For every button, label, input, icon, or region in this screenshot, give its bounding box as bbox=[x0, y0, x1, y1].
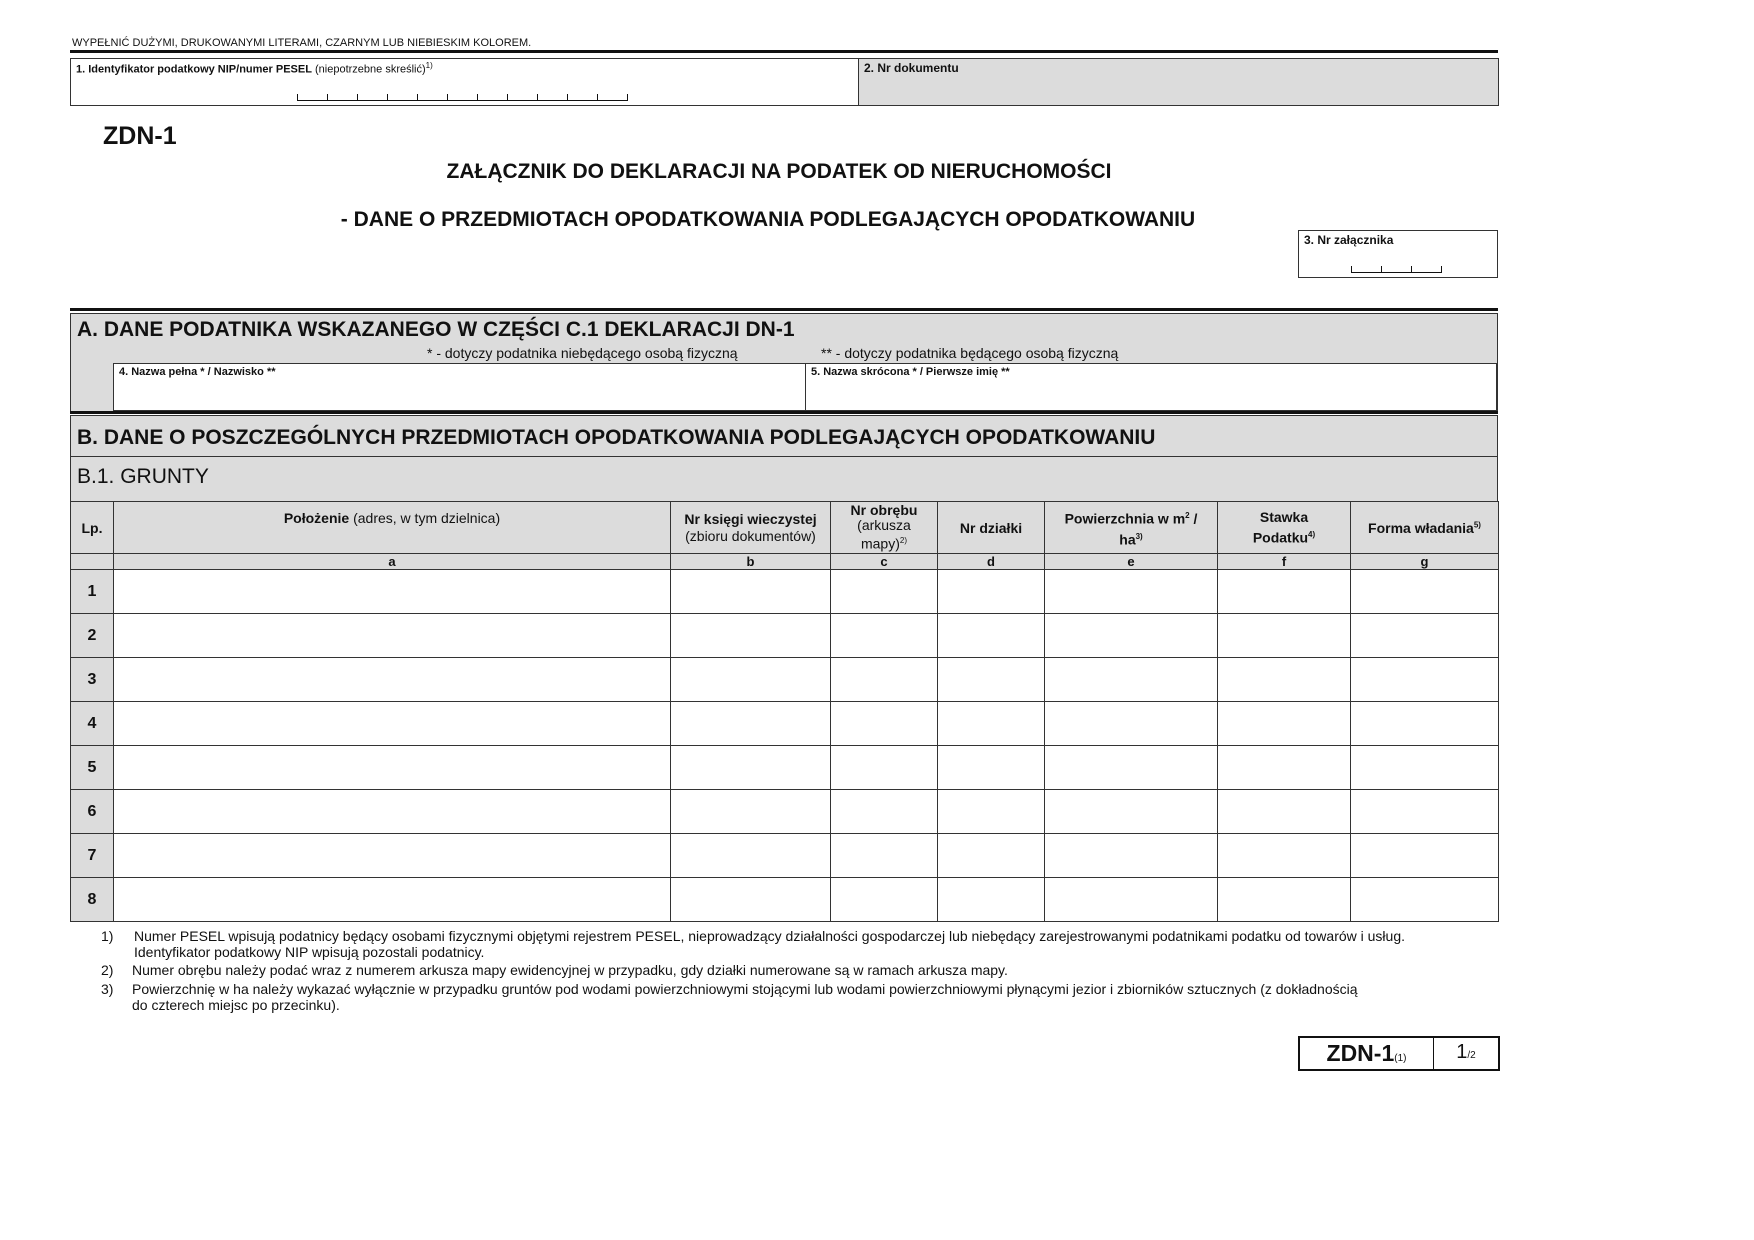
superscript: 2 bbox=[1185, 510, 1190, 520]
cell-tax-rate[interactable] bbox=[1218, 746, 1351, 790]
cell-land-register[interactable] bbox=[671, 658, 831, 702]
cell-location[interactable] bbox=[114, 658, 671, 702]
page-box-code bbox=[1300, 1038, 1434, 1069]
attachment-number-label: 3. Nr załącznika bbox=[1304, 233, 1394, 247]
footnote-1-line-1: Numer PESEL wpisują podatnicy będący osobami fizycznymi objętymi rejestrem PESEL, nieprowadzący działalności gospodarczej lub niebędący zarejestrowanymi podatnikami podatku od towarów i usług. bbox=[134, 928, 1405, 944]
cell-land-register[interactable] bbox=[671, 614, 831, 658]
page-box bbox=[1298, 1036, 1500, 1071]
cell-plot[interactable] bbox=[938, 878, 1045, 922]
cell-land-register[interactable] bbox=[671, 834, 831, 878]
footnote-2: Numer obrębu należy podać wraz z numerem arkusza mapy ewidencyjnej w przypadku, gdy działki numerowane są w ramach arkusza mapy. bbox=[132, 962, 1008, 978]
section-b-header bbox=[70, 415, 1498, 457]
col-header-location-bold: Położenie bbox=[283, 510, 350, 526]
table-row bbox=[71, 570, 1499, 614]
cell-plot[interactable] bbox=[938, 746, 1045, 790]
field-document-number bbox=[858, 58, 1499, 106]
cell-plot[interactable] bbox=[938, 570, 1045, 614]
col-letter: a bbox=[114, 554, 671, 570]
cell-ownership[interactable] bbox=[1351, 658, 1499, 702]
field-full-name[interactable] bbox=[113, 363, 806, 411]
cell-precinct[interactable] bbox=[831, 790, 938, 834]
section-a-note-person: ** - dotyczy podatnika będącego osobą fizyczną bbox=[821, 345, 1119, 361]
cell-location[interactable] bbox=[114, 834, 671, 878]
cell-area[interactable] bbox=[1045, 658, 1218, 702]
cell-area[interactable] bbox=[1045, 746, 1218, 790]
row-number: 2 bbox=[71, 614, 114, 658]
area-separator: / bbox=[1189, 510, 1198, 527]
cell-plot[interactable] bbox=[938, 790, 1045, 834]
cell-tax-rate[interactable] bbox=[1218, 834, 1351, 878]
col-header-precinct-note: (arkusza mapy) bbox=[857, 517, 911, 552]
row-number: 1 bbox=[71, 570, 114, 614]
nip-comb-boxes[interactable] bbox=[297, 94, 628, 101]
table-row bbox=[71, 746, 1499, 790]
table-row bbox=[71, 834, 1499, 878]
top-rule bbox=[70, 50, 1498, 53]
row-number: 7 bbox=[71, 834, 114, 878]
col-header-location bbox=[114, 502, 671, 554]
document-number-label: 2. Nr dokumentu bbox=[864, 61, 959, 75]
cell-area[interactable] bbox=[1045, 790, 1218, 834]
cell-ownership[interactable] bbox=[1351, 614, 1499, 658]
form-code: ZDN-1 bbox=[103, 122, 177, 150]
cell-location[interactable] bbox=[114, 702, 671, 746]
col-letter: d bbox=[938, 554, 1045, 570]
cell-location[interactable] bbox=[114, 570, 671, 614]
form-title: ZAŁĄCZNIK DO DEKLARACJI NA PODATEK OD NIERUCHOMOŚCI bbox=[446, 160, 1112, 183]
cell-precinct[interactable] bbox=[831, 746, 938, 790]
cell-precinct[interactable] bbox=[831, 570, 938, 614]
cell-location[interactable] bbox=[114, 746, 671, 790]
table-row bbox=[71, 702, 1499, 746]
cell-plot[interactable] bbox=[938, 834, 1045, 878]
cell-ownership[interactable] bbox=[1351, 746, 1499, 790]
field-nip-note: (niepotrzebne skreślić) bbox=[315, 63, 426, 76]
footnote-3-line-2: do czterech miejsc po przecinku). bbox=[132, 997, 340, 1013]
row-number: 3 bbox=[71, 658, 114, 702]
section-b1-title: B.1. GRUNTY bbox=[77, 465, 209, 488]
ownership-label: Forma władania bbox=[1368, 519, 1474, 536]
section-a-title: A. DANE PODATNIKA WSKAZANEGO W CZĘŚCI C.1 DEKLARACJI DN-1 bbox=[77, 318, 795, 341]
cell-ownership[interactable] bbox=[1351, 790, 1499, 834]
section-b-title: B. DANE O POSZCZEGÓLNYCH PRZEDMIOTACH OPODATKOWANIA PODLEGAJĄCYCH OPODATKOWANIU bbox=[77, 426, 1156, 449]
page-box-version: (1) bbox=[1394, 1053, 1407, 1064]
field-nip-label: 1. Identyfikator podatkowy NIP/numer PESEL bbox=[76, 63, 312, 76]
table-row bbox=[71, 658, 1499, 702]
footnote-ref: 2) bbox=[899, 536, 908, 546]
col-header-precinct bbox=[831, 502, 938, 554]
cell-land-register[interactable] bbox=[671, 878, 831, 922]
page-number-current: 1 bbox=[1456, 1041, 1468, 1063]
cell-tax-rate[interactable] bbox=[1218, 570, 1351, 614]
fill-instruction: WYPEŁNIĆ DUŻYMI, DRUKOWANYMI LITERAMI, CZARNYM LUB NIEBIESKIM KOLOREM. bbox=[72, 37, 532, 49]
page-number bbox=[1434, 1038, 1498, 1069]
section-a bbox=[70, 313, 1498, 413]
cell-land-register[interactable] bbox=[671, 570, 831, 614]
cell-precinct[interactable] bbox=[831, 702, 938, 746]
footnote-3 bbox=[132, 981, 1502, 1013]
field-short-name[interactable] bbox=[805, 363, 1497, 411]
col-header-location-note: (adres, w tym dzielnica) bbox=[353, 510, 501, 526]
cell-area[interactable] bbox=[1045, 702, 1218, 746]
col-letter: f bbox=[1218, 554, 1351, 570]
area-label: Powierzchnia w m bbox=[1064, 510, 1186, 527]
footnote-ref: 5) bbox=[1473, 519, 1481, 529]
cell-precinct[interactable] bbox=[831, 834, 938, 878]
section-b-top-rule bbox=[70, 411, 1498, 414]
cell-tax-rate[interactable] bbox=[1218, 790, 1351, 834]
cell-tax-rate[interactable] bbox=[1218, 614, 1351, 658]
table-letter-row bbox=[71, 554, 1499, 570]
cell-area[interactable] bbox=[1045, 614, 1218, 658]
cell-plot[interactable] bbox=[938, 614, 1045, 658]
cell-land-register[interactable] bbox=[671, 790, 831, 834]
footnote-1-number: 1) bbox=[101, 928, 114, 944]
col-letter: e bbox=[1045, 554, 1218, 570]
cell-precinct[interactable] bbox=[831, 658, 938, 702]
section-a-note-company: * - dotyczy podatnika niebędącego osobą fizyczną bbox=[427, 345, 738, 361]
cell-ownership[interactable] bbox=[1351, 834, 1499, 878]
attachment-comb-boxes[interactable] bbox=[1351, 266, 1442, 273]
cell-land-register[interactable] bbox=[671, 746, 831, 790]
cell-precinct[interactable] bbox=[831, 614, 938, 658]
footnote-ref: 1) bbox=[425, 61, 433, 70]
footnote-ref: 4) bbox=[1308, 529, 1316, 539]
page-box-form-code: ZDN-1 bbox=[1326, 1040, 1395, 1066]
section-b1-header bbox=[70, 456, 1498, 501]
col-letter: c bbox=[831, 554, 938, 570]
table-row bbox=[71, 614, 1499, 658]
cell-area[interactable] bbox=[1045, 834, 1218, 878]
row-number: 8 bbox=[71, 878, 114, 922]
cell-area[interactable] bbox=[1045, 570, 1218, 614]
cell-ownership[interactable] bbox=[1351, 570, 1499, 614]
cell-plot[interactable] bbox=[938, 702, 1045, 746]
form-subtitle: - DANE O PRZEDMIOTACH OPODATKOWANIA PODLEGAJĄCYCH OPODATKOWANIU bbox=[340, 208, 1196, 231]
field-nip-pesel[interactable] bbox=[70, 58, 859, 106]
area-unit: ha bbox=[1119, 531, 1136, 548]
col-header-land-register-bold: Nr księgi wieczystej bbox=[684, 510, 817, 527]
field-attachment-number[interactable] bbox=[1298, 230, 1498, 278]
footnote-1-line-2: Identyfikator podatkowy NIP wpisują pozostali podatnicy. bbox=[134, 944, 485, 960]
cell-ownership[interactable] bbox=[1351, 702, 1499, 746]
col-header-lp: Lp. bbox=[71, 502, 114, 554]
row-number: 6 bbox=[71, 790, 114, 834]
row-number: 5 bbox=[71, 746, 114, 790]
col-letter: b bbox=[671, 554, 831, 570]
cell-location[interactable] bbox=[114, 614, 671, 658]
col-header-area bbox=[1045, 502, 1218, 554]
cell-plot[interactable] bbox=[938, 658, 1045, 702]
tax-rate-label-1: Stawka bbox=[1259, 508, 1309, 525]
footnote-1 bbox=[134, 928, 1514, 960]
footnote-3-number: 3) bbox=[101, 981, 114, 997]
footnote-3-line-1: Powierzchnię w ha należy wykazać wyłącznie w przypadku gruntów pod wodami powierzchniowymi stojącymi lub wodami powierzchniowymi płynącymi jezior i zbiorników sztucznych (z dokładnością bbox=[132, 981, 1358, 997]
table-header-row bbox=[71, 502, 1499, 554]
full-name-label: 4. Nazwa pełna * / Nazwisko ** bbox=[119, 366, 276, 378]
page-number-total: /2 bbox=[1467, 1050, 1476, 1061]
col-header-plot: Nr działki bbox=[938, 502, 1045, 554]
cell-tax-rate[interactable] bbox=[1218, 878, 1351, 922]
col-header-precinct-bold: Nr obrębu bbox=[850, 502, 918, 519]
cell-area[interactable] bbox=[1045, 878, 1218, 922]
cell-ownership[interactable] bbox=[1351, 878, 1499, 922]
short-name-label: 5. Nazwa skrócona * / Pierwsze imię ** bbox=[811, 366, 1010, 378]
row-number: 4 bbox=[71, 702, 114, 746]
col-header-land-register bbox=[671, 502, 831, 554]
cell-tax-rate[interactable] bbox=[1218, 658, 1351, 702]
grunty-table bbox=[70, 501, 1499, 922]
col-header-ownership bbox=[1351, 502, 1499, 554]
col-header-tax-rate bbox=[1218, 502, 1351, 554]
section-a-top-rule bbox=[70, 308, 1498, 311]
cell-precinct[interactable] bbox=[831, 878, 938, 922]
cell-location[interactable] bbox=[114, 878, 671, 922]
footnote-2-number: 2) bbox=[101, 962, 114, 978]
cell-tax-rate[interactable] bbox=[1218, 702, 1351, 746]
col-header-land-register-note: (zbioru dokumentów) bbox=[685, 527, 816, 544]
footnote-ref: 3) bbox=[1135, 531, 1143, 541]
col-letter: g bbox=[1351, 554, 1499, 570]
table-row bbox=[71, 878, 1499, 922]
cell-land-register[interactable] bbox=[671, 702, 831, 746]
cell-location[interactable] bbox=[114, 790, 671, 834]
table-row bbox=[71, 790, 1499, 834]
tax-rate-label-2: Podatku bbox=[1252, 529, 1309, 546]
